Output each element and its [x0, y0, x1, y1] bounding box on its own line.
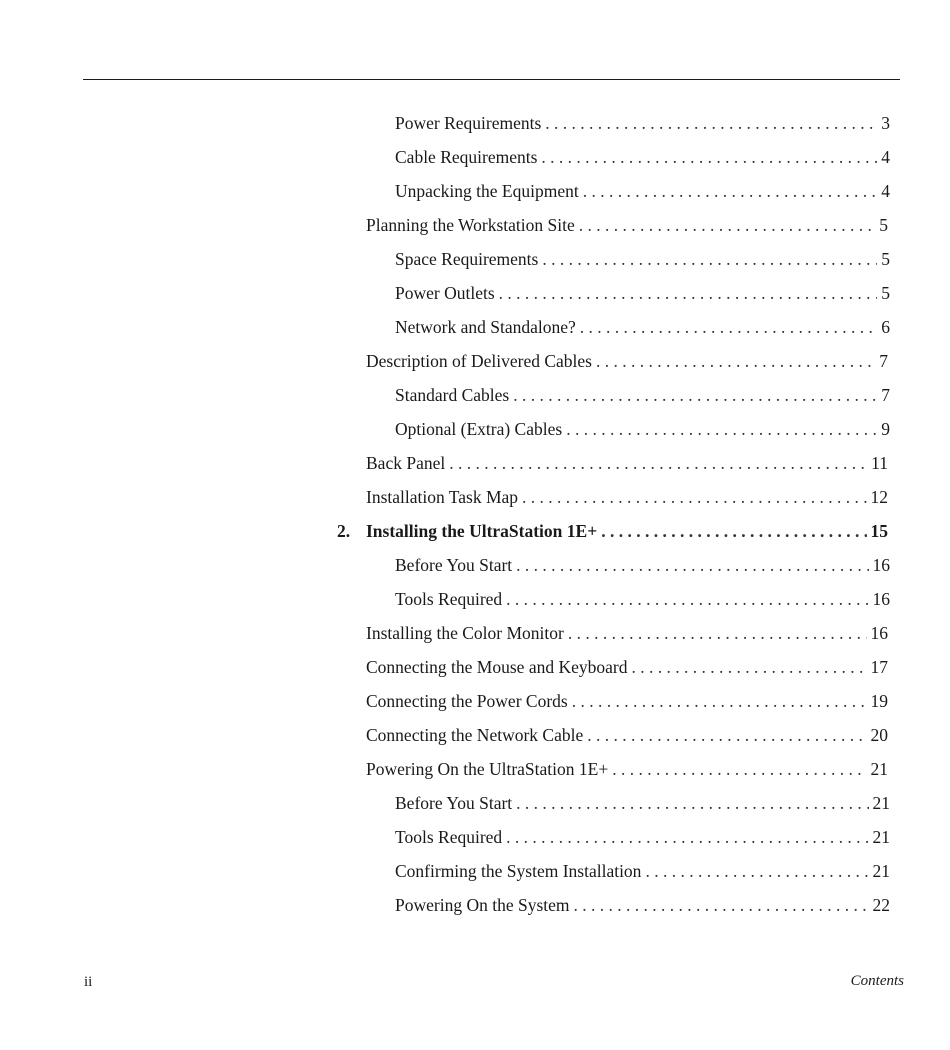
toc-entry[interactable] — [366, 656, 888, 678]
toc-entry-title: Connecting the Power Cords — [366, 691, 568, 711]
toc-entry-title: Tools Required — [395, 589, 503, 609]
toc-entry-title: Description of Delivered Cables — [366, 351, 592, 371]
toc-entry-page: 15 — [870, 521, 888, 541]
toc-entry[interactable] — [395, 384, 890, 406]
toc-entry[interactable] — [395, 248, 890, 270]
toc-dot-leader — [522, 486, 866, 508]
toc-dot-leader — [579, 214, 876, 236]
toc-entry[interactable] — [395, 554, 890, 576]
toc-dot-leader — [499, 282, 878, 304]
toc-entry-page: 5 — [881, 283, 890, 303]
toc-entry[interactable] — [366, 350, 888, 372]
toc-entry-page: 5 — [879, 215, 888, 235]
toc-entry-title: Before You Start — [395, 555, 513, 575]
toc-entry[interactable] — [395, 180, 890, 202]
toc-entry-title: Network and Standalone? — [395, 317, 576, 337]
toc-entry-page: 21 — [870, 759, 888, 779]
toc-entry[interactable] — [395, 588, 890, 610]
toc-entry-title: Connecting the Network Cable — [366, 725, 584, 745]
toc-dot-leader — [574, 894, 869, 916]
toc-dot-leader — [631, 656, 866, 678]
toc-entry[interactable] — [395, 316, 890, 338]
toc-dot-leader — [506, 588, 868, 610]
toc-entry-page: 7 — [881, 385, 890, 405]
toc-entry-page: 16 — [872, 589, 890, 609]
toc-dot-leader — [545, 112, 877, 134]
toc-entry[interactable] — [366, 690, 888, 712]
toc-entry[interactable] — [395, 792, 890, 814]
toc-dot-leader — [580, 316, 877, 338]
toc-entry[interactable] — [395, 112, 890, 134]
toc-dot-leader — [542, 248, 877, 270]
toc-entry[interactable] — [395, 860, 890, 882]
toc-entry-title: Power Requirements — [395, 113, 542, 133]
toc-dot-leader — [516, 792, 868, 814]
toc-entry-page: 20 — [870, 725, 888, 745]
toc-entry-page: 22 — [872, 895, 890, 915]
toc-entry-page: 5 — [881, 249, 890, 269]
toc-entry-title: Cable Requirements — [395, 147, 538, 167]
toc-dot-leader — [513, 384, 877, 406]
toc-entry[interactable] — [395, 894, 890, 916]
toc-entry-page: 21 — [872, 793, 890, 813]
toc-entry[interactable] — [366, 486, 888, 508]
toc-entry[interactable] — [366, 758, 888, 780]
toc-entry[interactable] — [395, 282, 890, 304]
toc-entry-title: Before You Start — [395, 793, 513, 813]
toc-chapter-number: 2. — [337, 521, 351, 541]
toc-entry-title: Planning the Workstation Site — [366, 215, 575, 235]
toc-entry-page: 12 — [870, 487, 888, 507]
toc-entry-page: 9 — [881, 419, 890, 439]
toc-entry[interactable] — [366, 724, 888, 746]
toc-chapter-entry[interactable] — [337, 520, 888, 542]
toc-entry[interactable] — [366, 214, 888, 236]
toc-entry-title: Unpacking the Equipment — [395, 181, 579, 201]
toc-entry-page: 19 — [870, 691, 888, 711]
toc-entry-page: 7 — [879, 351, 888, 371]
footer-page-number: ii — [84, 974, 93, 990]
toc-dot-leader — [449, 452, 867, 474]
toc-dot-leader — [516, 554, 868, 576]
toc-dot-leader — [572, 690, 867, 712]
toc-entry-title: Installation Task Map — [366, 487, 519, 507]
toc-entry-page: 4 — [881, 147, 890, 167]
toc-entry-title: Tools Required — [395, 827, 503, 847]
toc-dot-leader — [566, 418, 877, 440]
toc-entry-page: 4 — [881, 181, 890, 201]
toc-dot-leader — [541, 146, 877, 168]
toc-dot-leader — [645, 860, 868, 882]
toc-dot-leader — [568, 622, 867, 644]
toc-entry-title: Standard Cables — [395, 385, 510, 405]
toc-entry-page: 16 — [872, 555, 890, 575]
toc-entry-title: Space Requirements — [395, 249, 539, 269]
toc-entry[interactable] — [395, 146, 890, 168]
toc-entry-page: 21 — [872, 827, 890, 847]
toc-entry[interactable] — [395, 826, 890, 848]
toc-dot-leader — [587, 724, 866, 746]
toc-entry-title: Power Outlets — [395, 283, 495, 303]
toc-entry-page: 16 — [870, 623, 888, 643]
toc-entry-page: 17 — [870, 657, 888, 677]
toc-entry-page: 3 — [881, 113, 890, 133]
toc-entry-title: Confirming the System Installation — [395, 861, 642, 881]
toc-entry[interactable] — [366, 622, 888, 644]
toc-dot-leader — [596, 350, 875, 372]
toc-entry-page: 21 — [872, 861, 890, 881]
toc-entry-title: Powering On the System — [395, 895, 570, 915]
toc-entry-page: 11 — [871, 453, 888, 473]
toc-entry-page: 6 — [881, 317, 890, 337]
toc-entry-title: Powering On the UltraStation 1E+ — [366, 759, 609, 779]
toc-entry-title: Back Panel — [366, 453, 446, 473]
toc-dot-leader — [612, 758, 866, 780]
toc-dot-leader — [583, 180, 878, 202]
toc-dot-leader — [601, 520, 866, 542]
toc-entry[interactable] — [395, 418, 890, 440]
toc-entry-title: Optional (Extra) Cables — [395, 419, 563, 439]
toc-entry[interactable] — [366, 452, 888, 474]
toc-entry-title: Installing the Color Monitor — [366, 623, 564, 643]
toc-entry-title: Connecting the Mouse and Keyboard — [366, 657, 628, 677]
toc-dot-leader — [506, 826, 868, 848]
toc-entry-title: Installing the UltraStation 1E+ — [366, 521, 598, 541]
footer-section-title: Contents — [850, 973, 904, 989]
